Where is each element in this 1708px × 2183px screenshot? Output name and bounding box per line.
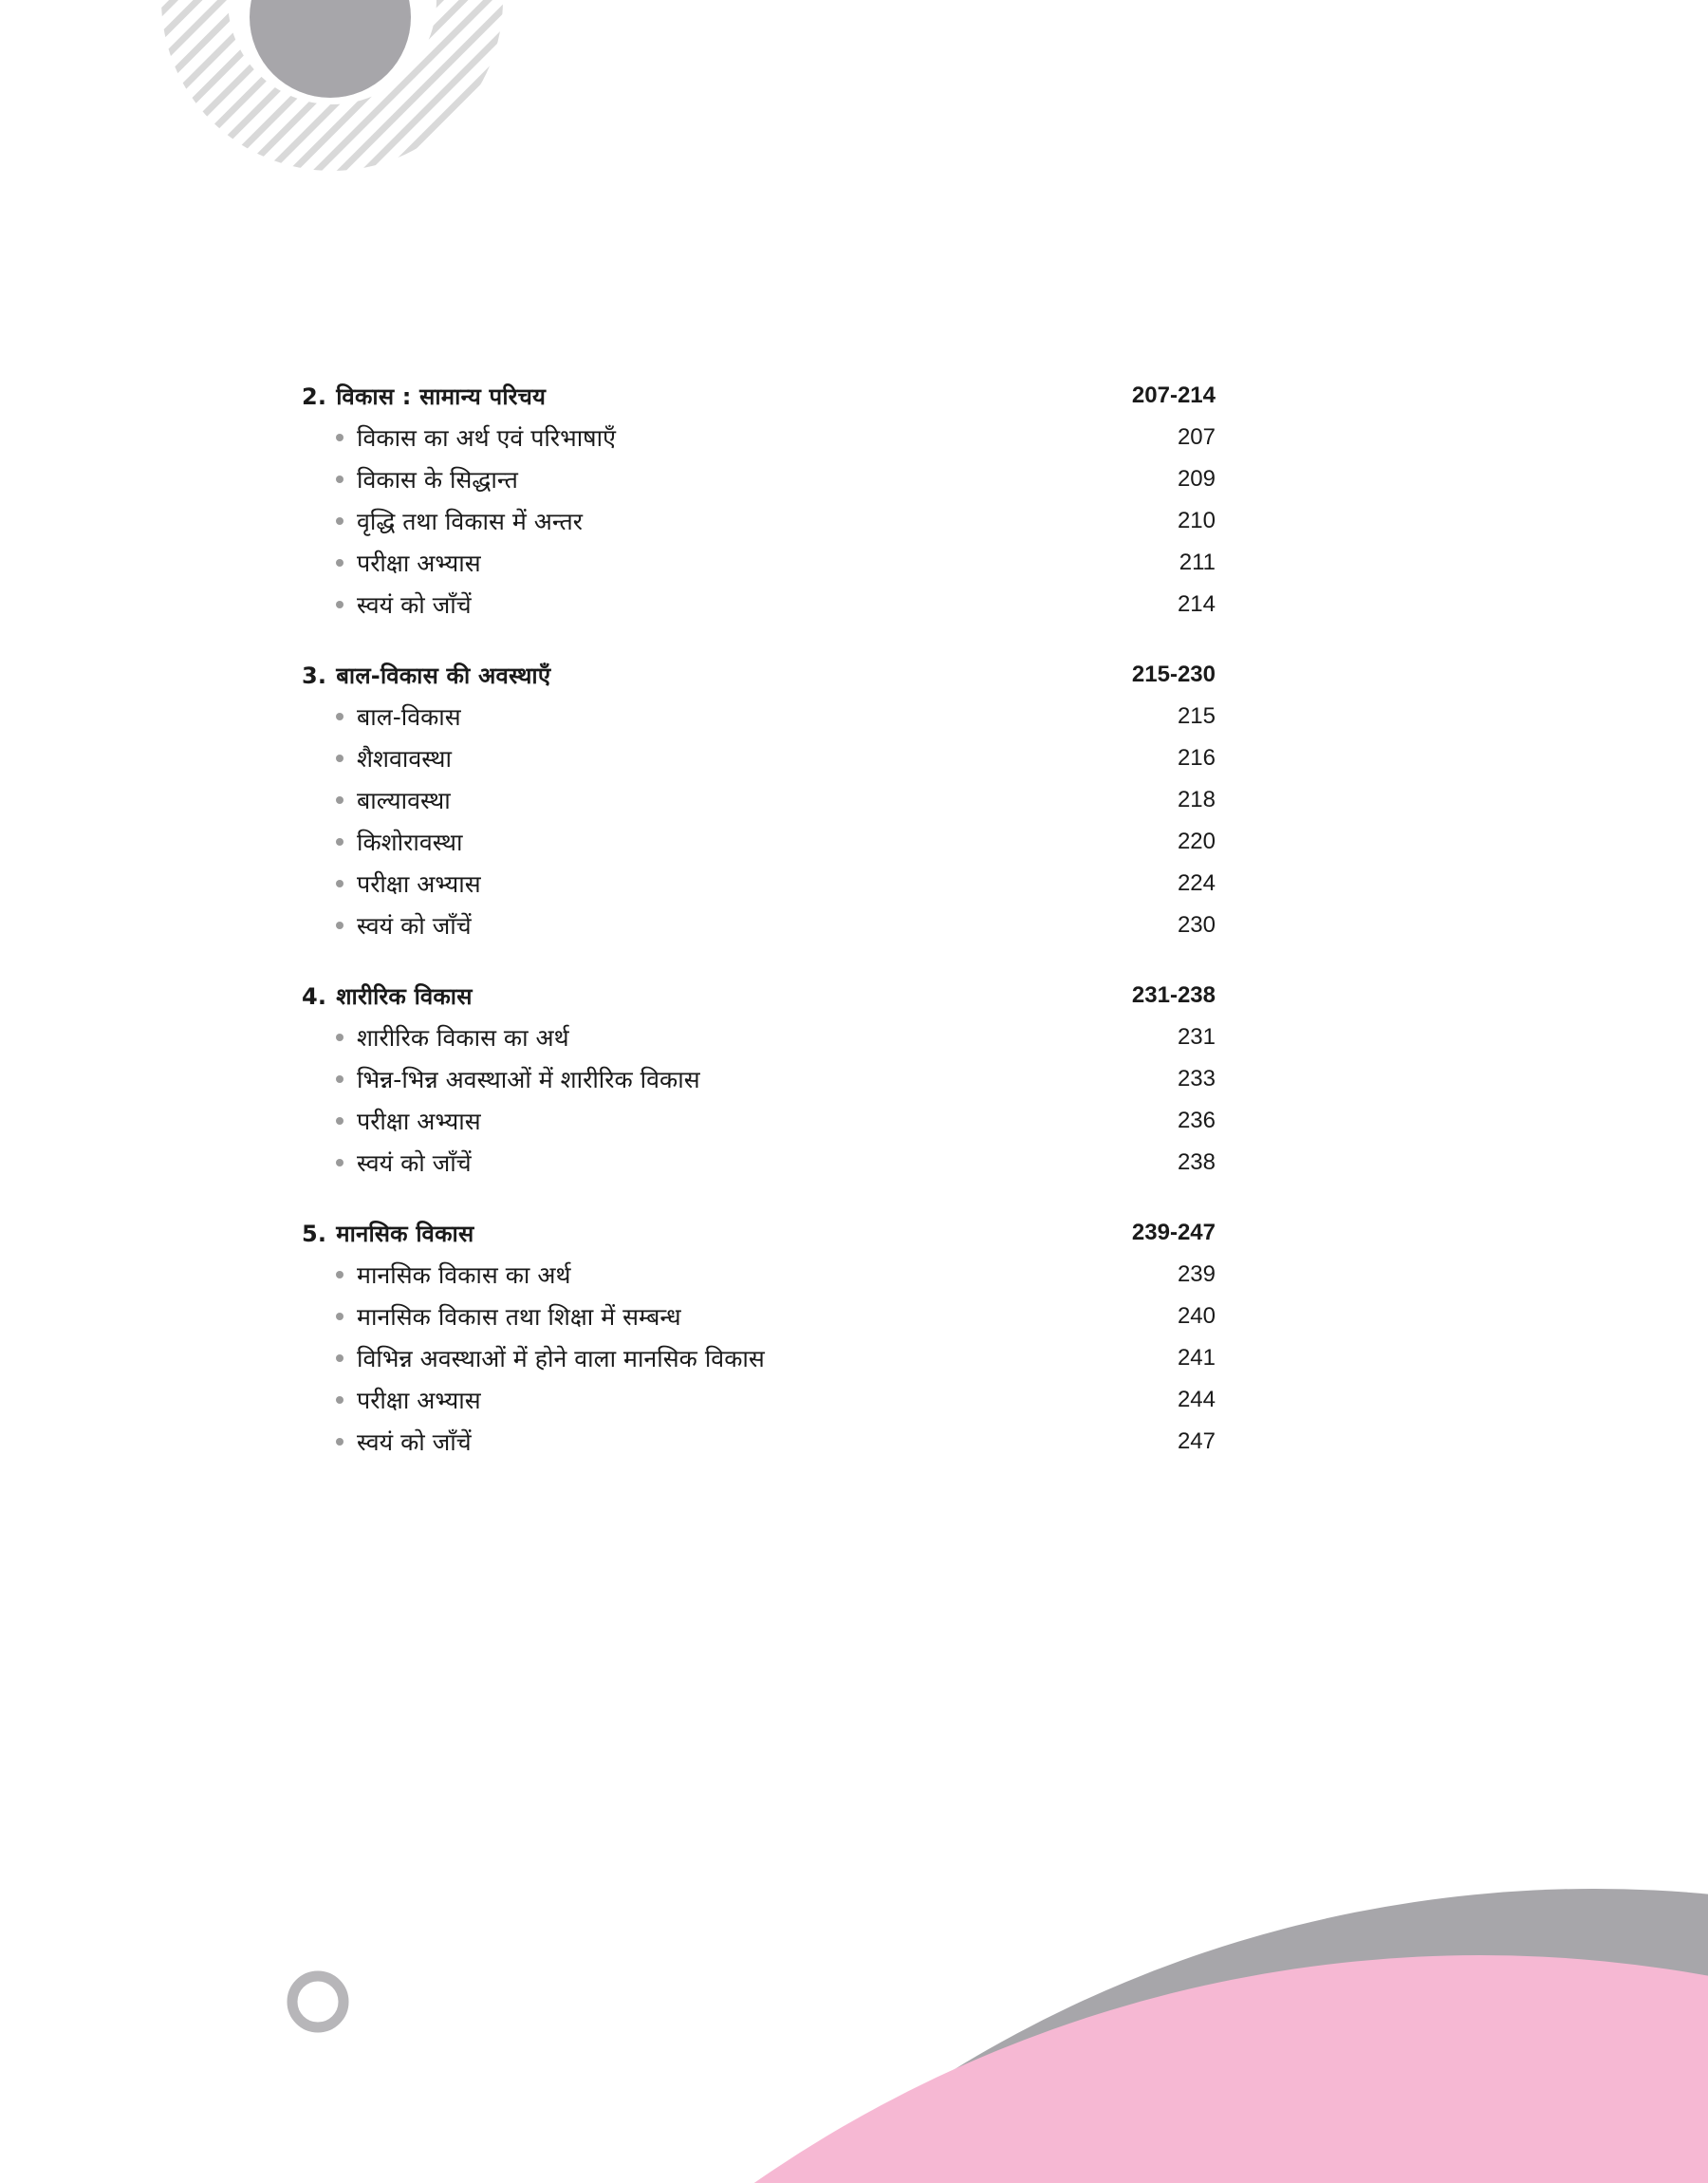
toc-item bbox=[302, 1337, 1216, 1379]
toc-item-label bbox=[336, 1147, 472, 1179]
chapter-page-range: 239-247 bbox=[1131, 1220, 1216, 1245]
toc-item bbox=[302, 1421, 1216, 1463]
striped-ring-decoration bbox=[161, 0, 503, 171]
toc-item-text: शैशवावस्था bbox=[357, 745, 452, 773]
bullet-icon bbox=[336, 922, 343, 929]
toc-item-page: 247 bbox=[1177, 1428, 1216, 1454]
toc-item bbox=[302, 1379, 1216, 1421]
chapter-page-range: 215-230 bbox=[1131, 662, 1216, 687]
bullet-icon bbox=[336, 713, 343, 720]
toc-item-page: 209 bbox=[1177, 466, 1216, 492]
toc-item-page: 236 bbox=[1177, 1108, 1216, 1133]
toc-item bbox=[302, 542, 1216, 584]
chapter-heading bbox=[302, 375, 1216, 417]
bullet-icon bbox=[336, 1396, 343, 1404]
toc-item-page: 211 bbox=[1179, 550, 1216, 575]
toc-item bbox=[302, 863, 1216, 905]
toc-item-text: विभिन्न अवस्थाओं में होने वाला मानसिक विकास bbox=[357, 1345, 765, 1372]
toc-item-page: 240 bbox=[1177, 1303, 1216, 1329]
gray-disk-decoration bbox=[370, 1889, 1708, 2183]
chapter-page-range: 207-214 bbox=[1131, 382, 1216, 408]
toc-item-text: स्वयं को जाँचें bbox=[357, 591, 472, 619]
chapter-title-text: बाल-विकास की अवस्थाएँ bbox=[336, 662, 551, 689]
toc-item-label bbox=[336, 463, 518, 495]
toc-item bbox=[302, 584, 1216, 625]
toc-chapter bbox=[302, 654, 1216, 946]
toc-item bbox=[302, 1142, 1216, 1184]
toc-item bbox=[302, 1296, 1216, 1337]
toc-item-page: 207 bbox=[1177, 424, 1216, 450]
bullet-icon bbox=[336, 476, 343, 483]
toc-item-label bbox=[336, 1342, 765, 1374]
toc-chapter bbox=[302, 975, 1216, 1184]
bullet-icon bbox=[336, 517, 343, 525]
toc-item-page: 241 bbox=[1177, 1345, 1216, 1371]
toc-item bbox=[302, 1254, 1216, 1296]
toc-item-page: 216 bbox=[1177, 745, 1216, 771]
bullet-icon bbox=[336, 796, 343, 804]
toc-item-text: शारीरिक विकास का अर्थ bbox=[357, 1024, 569, 1052]
toc-item-text: स्वयं को जाँचें bbox=[357, 1149, 472, 1177]
bullet-icon bbox=[336, 755, 343, 762]
toc-item-page: 214 bbox=[1177, 591, 1216, 617]
toc-item-label bbox=[336, 1105, 481, 1137]
toc-item-label bbox=[336, 742, 452, 774]
toc-item-label bbox=[336, 1384, 481, 1416]
toc-item bbox=[302, 1017, 1216, 1058]
pink-disk-decoration bbox=[209, 1955, 1708, 2183]
toc-item-label bbox=[336, 700, 461, 733]
toc-item bbox=[302, 458, 1216, 500]
chapter-heading bbox=[302, 1212, 1216, 1254]
toc-item bbox=[302, 737, 1216, 779]
toc-item-label bbox=[336, 909, 472, 942]
toc-item-page: 210 bbox=[1177, 508, 1216, 533]
toc-item-page: 220 bbox=[1177, 829, 1216, 854]
bullet-icon bbox=[336, 880, 343, 887]
chapter-heading bbox=[302, 654, 1216, 696]
toc-item-text: विकास का अर्थ एवं परिभाषाएँ bbox=[357, 424, 616, 452]
toc-item-text: मानसिक विकास तथा शिक्षा में सम्बन्ध bbox=[357, 1303, 681, 1331]
toc-item-label bbox=[336, 826, 462, 858]
chapter-page-range: 231-238 bbox=[1131, 982, 1216, 1008]
bullet-icon bbox=[336, 1159, 343, 1166]
toc-item bbox=[302, 779, 1216, 821]
table-of-contents bbox=[302, 375, 1216, 1491]
toc-item-label bbox=[336, 421, 616, 454]
toc-item-text: स्वयं को जाँचें bbox=[357, 912, 472, 940]
chapter-heading bbox=[302, 975, 1216, 1017]
toc-item-label bbox=[336, 1426, 472, 1458]
bullet-icon bbox=[336, 1034, 343, 1041]
bullet-icon bbox=[336, 1271, 343, 1278]
chapter-title bbox=[302, 1218, 473, 1249]
chapter-number: 3. bbox=[302, 662, 327, 689]
toc-item-page: 218 bbox=[1177, 787, 1216, 812]
chapter-title-text: विकास : सामान्य परिचय bbox=[336, 382, 547, 410]
chapter-number: 5. bbox=[302, 1220, 327, 1247]
toc-item-text: परीक्षा अभ्यास bbox=[357, 1387, 481, 1414]
bullet-icon bbox=[336, 434, 343, 441]
toc-chapter bbox=[302, 375, 1216, 625]
chapter-number: 4. bbox=[302, 982, 327, 1010]
bullet-icon bbox=[336, 1438, 343, 1446]
toc-item-label bbox=[336, 547, 481, 579]
toc-item-label bbox=[336, 588, 472, 621]
chapter-number: 2. bbox=[302, 382, 327, 410]
toc-item bbox=[302, 821, 1216, 863]
toc-item-label bbox=[336, 1021, 569, 1054]
toc-item-text: स्वयं को जाँचें bbox=[357, 1428, 472, 1456]
toc-item-text: विकास के सिद्धान्त bbox=[357, 466, 518, 494]
small-ring-decoration bbox=[292, 1976, 343, 2027]
toc-item-label bbox=[336, 505, 583, 537]
toc-item-label bbox=[336, 868, 481, 900]
toc-item bbox=[302, 905, 1216, 946]
chapter-title bbox=[302, 980, 473, 1012]
toc-item bbox=[302, 1100, 1216, 1142]
toc-item-text: वृद्धि तथा विकास में अन्तर bbox=[357, 508, 584, 535]
toc-item-page: 244 bbox=[1177, 1387, 1216, 1412]
toc-item-label bbox=[336, 1259, 570, 1291]
bullet-icon bbox=[336, 838, 343, 846]
toc-item bbox=[302, 696, 1216, 737]
bullet-icon bbox=[336, 1075, 343, 1083]
toc-item bbox=[302, 417, 1216, 458]
toc-item-text: परीक्षा अभ्यास bbox=[357, 550, 481, 577]
toc-item-page: 239 bbox=[1177, 1261, 1216, 1287]
toc-item-text: परीक्षा अभ्यास bbox=[357, 1108, 481, 1135]
gray-circle-decoration bbox=[250, 0, 411, 98]
toc-item-label bbox=[336, 784, 451, 816]
toc-chapter bbox=[302, 1212, 1216, 1463]
bullet-icon bbox=[336, 1117, 343, 1125]
toc-item-text: किशोरावस्था bbox=[357, 829, 463, 856]
bullet-icon bbox=[336, 1354, 343, 1362]
toc-item-text: बाल-विकास bbox=[357, 703, 461, 731]
toc-item-page: 230 bbox=[1177, 912, 1216, 938]
bullet-icon bbox=[336, 559, 343, 567]
toc-item-page: 224 bbox=[1177, 870, 1216, 896]
bullet-icon bbox=[336, 601, 343, 608]
toc-item-text: परीक्षा अभ्यास bbox=[357, 870, 481, 898]
toc-item-page: 233 bbox=[1177, 1066, 1216, 1092]
chapter-title-text: शारीरिक विकास bbox=[336, 982, 473, 1010]
toc-item-text: मानसिक विकास का अर्थ bbox=[357, 1261, 571, 1289]
toc-item-page: 215 bbox=[1177, 703, 1216, 729]
chapter-title-text: मानसिक विकास bbox=[336, 1220, 474, 1247]
toc-item-text: भिन्न-भिन्न अवस्थाओं में शारीरिक विकास bbox=[357, 1066, 700, 1093]
toc-item bbox=[302, 500, 1216, 542]
chapter-title bbox=[302, 660, 550, 691]
chapter-title bbox=[302, 381, 546, 412]
toc-item-label bbox=[336, 1063, 700, 1095]
toc-item-label bbox=[336, 1300, 681, 1333]
bullet-icon bbox=[336, 1313, 343, 1320]
toc-item bbox=[302, 1058, 1216, 1100]
toc-item-page: 231 bbox=[1177, 1024, 1216, 1050]
toc-item-text: बाल्यावस्था bbox=[357, 787, 451, 814]
toc-item-page: 238 bbox=[1177, 1149, 1216, 1175]
